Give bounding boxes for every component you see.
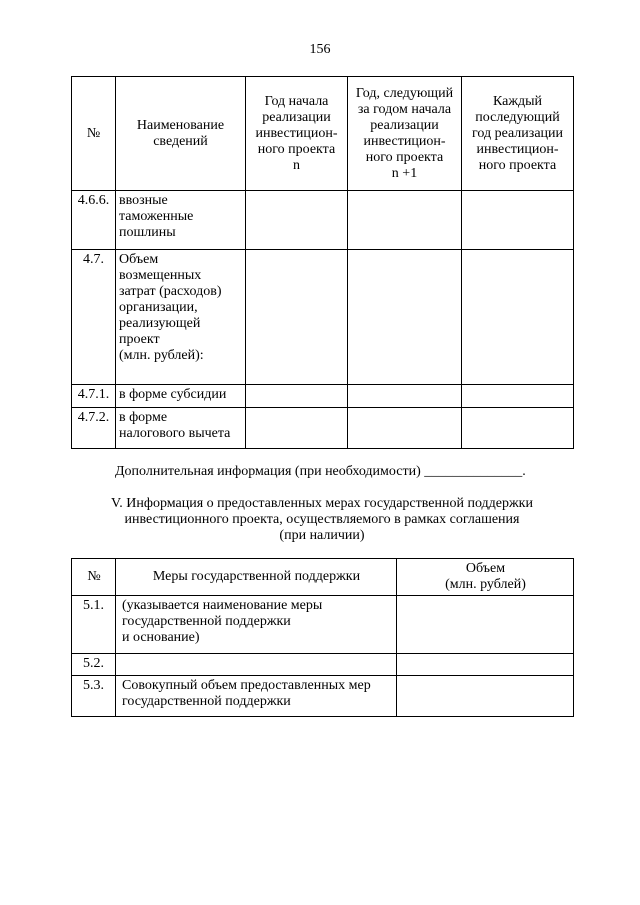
- cell-each-year: [462, 408, 574, 449]
- table-row: [72, 385, 574, 408]
- page-number: 156: [309, 42, 331, 57]
- cell-year-n: [246, 250, 348, 385]
- header-volume: Объем (млн. рублей): [397, 559, 574, 596]
- section-title-line: V. Информация о предоставленных мерах государственной поддержки: [111, 496, 533, 511]
- cell-year-n: [246, 385, 348, 408]
- row-number: 4.7.1.: [72, 385, 116, 408]
- support-measures-table: [71, 558, 574, 717]
- cell-each-year: [462, 250, 574, 385]
- header-number: №: [72, 559, 116, 596]
- cell-volume: [397, 654, 574, 676]
- row-number: 5.2.: [72, 654, 116, 676]
- table-row: [72, 676, 574, 717]
- row-name: Объем возмещенных затрат (расходов) организации, реализующей проект (млн. рублей):: [116, 250, 246, 385]
- section-title-line: инвестиционного проекта, осуществляемого в рамках соглашения: [124, 512, 520, 527]
- row-number: 5.1.: [72, 596, 116, 654]
- header-each-year: Каждый последующий год реализации инвестицион- ного проекта: [462, 77, 574, 191]
- table-header-row: [72, 77, 574, 191]
- table-row: [72, 654, 574, 676]
- row-name: [116, 654, 397, 676]
- row-name: ввозные таможенные пошлины: [116, 191, 246, 250]
- row-name: (указывается наименование меры государственной поддержки и основание): [116, 596, 397, 654]
- table-row: [72, 596, 574, 654]
- header-year-n1: Год, следующий за годом начала реализации инвестицион- ного проекта n +1: [348, 77, 462, 191]
- cell-each-year: [462, 191, 574, 250]
- cell-year-n: [246, 191, 348, 250]
- investment-info-table: [71, 76, 574, 449]
- header-number: №: [72, 77, 116, 191]
- table-header-row: [72, 559, 574, 596]
- header-year-n: Год начала реализации инвестицион- ного проекта n: [246, 77, 348, 191]
- section-title: [71, 496, 573, 544]
- row-name: в форме налогового вычета: [116, 408, 246, 449]
- cell-year-n1: [348, 408, 462, 449]
- cell-year-n1: [348, 191, 462, 250]
- cell-volume: [397, 676, 574, 717]
- cell-volume: [397, 596, 574, 654]
- table-row: [72, 191, 574, 250]
- cell-year-n: [246, 408, 348, 449]
- row-number: 4.7.: [72, 250, 116, 385]
- table-row: [72, 408, 574, 449]
- section-title-line: (при наличии): [279, 528, 365, 543]
- row-number: 4.6.6.: [72, 191, 116, 250]
- row-number: 4.7.2.: [72, 408, 116, 449]
- additional-info-note: Дополнительная информация (при необходимости) ______________.: [115, 464, 526, 479]
- table-row: [72, 250, 574, 385]
- row-name: Совокупный объем предоставленных мер государственной поддержки: [116, 676, 397, 717]
- header-name: Наименование сведений: [116, 77, 246, 191]
- row-number: 5.3.: [72, 676, 116, 717]
- cell-each-year: [462, 385, 574, 408]
- row-name: в форме субсидии: [116, 385, 246, 408]
- cell-year-n1: [348, 385, 462, 408]
- cell-year-n1: [348, 250, 462, 385]
- header-measures: Меры государственной поддержки: [116, 559, 397, 596]
